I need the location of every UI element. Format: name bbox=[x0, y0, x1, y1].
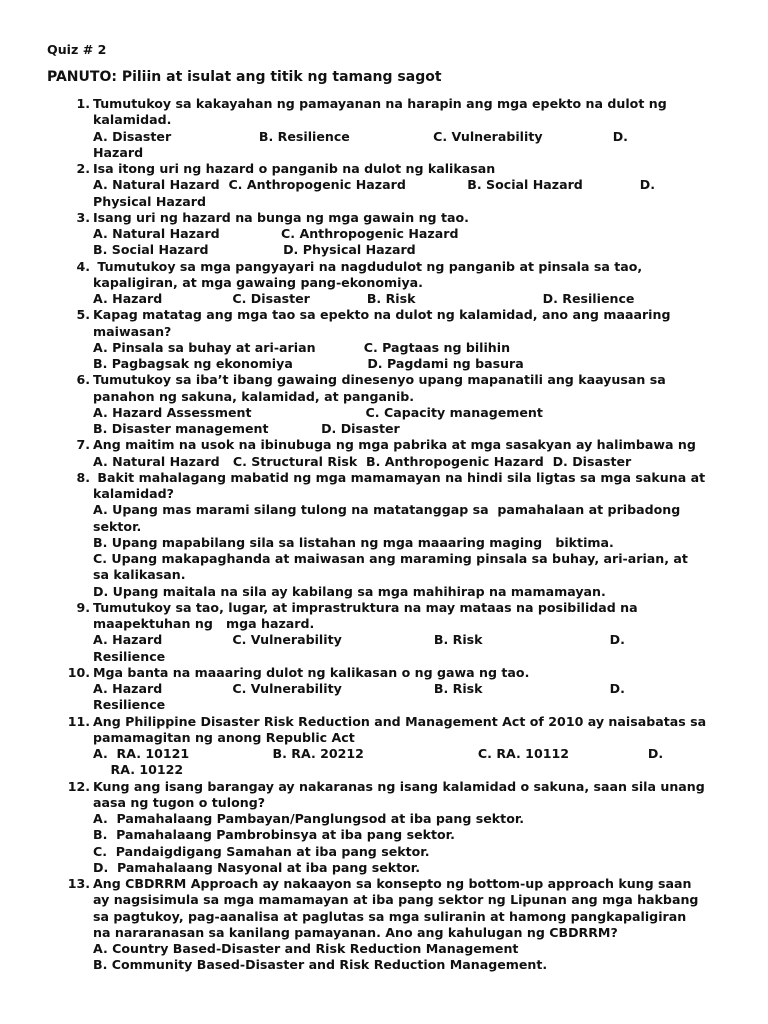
question-number: 1. bbox=[76, 96, 90, 111]
question-number: 2. bbox=[76, 161, 90, 176]
question-line: Resilience bbox=[93, 697, 166, 712]
question-line: A. Natural Hazard C. Anthropogenic Hazard B. Social Hazard D. bbox=[93, 177, 656, 192]
question-number: 12. bbox=[67, 779, 90, 794]
question-line: D. Pamahalaang Nasyonal at iba pang sektor. bbox=[93, 860, 420, 875]
question-text: Kung ang isang barangay ay nakaranas ng isang kalamidad o sakuna, saan sila unang bbox=[93, 779, 705, 794]
question-text: Mga banta na maaaring dulot ng kalikasan o ng gawa ng tao. bbox=[93, 665, 530, 680]
question-line: sa pagtukoy, pag-aanalisa at paglutas sa mga suliranin at hamong pangkapaligiran bbox=[93, 909, 687, 924]
instruction: PANUTO: Piliin at isulat ang titik ng tamang sagot bbox=[47, 69, 442, 85]
question-line: kalamidad. bbox=[93, 112, 172, 127]
question-number: 5. bbox=[76, 307, 90, 322]
question-number: 13. bbox=[67, 876, 90, 891]
question-line: ay nagsisimula sa mga mamamayan at iba pang sektor ng Lipunan ang mga hakbang bbox=[93, 892, 699, 907]
question-line: Hazard bbox=[93, 145, 144, 160]
question-text: Ang maitim na usok na ibinubuga ng mga pabrika at mga sasakyan ay halimbawa ng bbox=[93, 437, 696, 452]
question-line: maapektuhan ng mga hazard. bbox=[93, 616, 315, 631]
question-line: C. Pandaigdigang Samahan at iba pang sektor. bbox=[93, 844, 430, 859]
question-text: Ang CBDRRM Approach ay nakaayon sa konsepto ng bottom-up approach kung saan bbox=[93, 876, 692, 891]
question-line: B. Social Hazard D. Physical Hazard bbox=[93, 242, 416, 257]
question-line: A. Hazard C. Vulnerability B. Risk D. bbox=[93, 681, 625, 696]
question-line: Physical Hazard bbox=[93, 194, 206, 209]
question-line: sektor. bbox=[93, 519, 142, 534]
question-line: A. RA. 10121 B. RA. 20212 C. RA. 10112 D. bbox=[93, 746, 664, 761]
question-number: 8. bbox=[76, 470, 90, 485]
question-text: Tumutukoy sa tao, lugar, at imprastruktura na may mataas na posibilidad na bbox=[93, 600, 638, 615]
question-line: kalamidad? bbox=[93, 486, 174, 501]
question-line: kapaligiran, at mga gawaing pang-ekonomiya. bbox=[93, 275, 423, 290]
question-line: aasa ng tugon o tulong? bbox=[93, 795, 266, 810]
question-line: B. Pagbagsak ng ekonomiya D. Pagdami ng basura bbox=[93, 356, 524, 371]
question-text: Ang Philippine Disaster Risk Reduction and Management Act of 2010 ay naisabatas sa bbox=[93, 714, 707, 729]
question-text: Isang uri ng hazard na bunga ng mga gawain ng tao. bbox=[93, 210, 469, 225]
question-line: C. Upang makapaghanda at maiwasan ang maraming pinsala sa buhay, ari-arian, at bbox=[93, 551, 688, 566]
question-number: 3. bbox=[76, 210, 90, 225]
question-line: B. Disaster management D. Disaster bbox=[93, 421, 400, 436]
question-text: Kapag matatag ang mga tao sa epekto na dulot ng kalamidad, ano ang maaaring bbox=[93, 307, 671, 322]
question-line: A. Hazard C. Vulnerability B. Risk D. bbox=[93, 632, 625, 647]
question-line: A. Hazard Assessment C. Capacity management bbox=[93, 405, 543, 420]
question-line: na nararanasan sa kanilang pamayanan. Ano ang kahulugan ng CBDRRM? bbox=[93, 925, 618, 940]
question-number: 7. bbox=[76, 437, 90, 452]
question-line: A. Natural Hazard C. Structural Risk B. Anthropogenic Hazard D. Disaster bbox=[93, 454, 632, 469]
question-line: B. Community Based-Disaster and Risk Reduction Management. bbox=[93, 957, 548, 972]
question-line: A. Upang mas marami silang tulong na matatanggap sa pamahalaan at pribadong bbox=[93, 502, 681, 517]
question-text: Bakit mahalagang mabatid ng mga mamamayan na hindi sila ligtas sa mga sakuna at bbox=[93, 470, 706, 485]
question-line: A. Disaster B. Resilience C. Vulnerability D. bbox=[93, 129, 628, 144]
question-line: RA. 10122 bbox=[93, 762, 184, 777]
question-line: A. Country Based-Disaster and Risk Reduction Management bbox=[93, 941, 519, 956]
question-line: panahon ng sakuna, kalamidad, at panganib. bbox=[93, 389, 415, 404]
question-text: Tumutukoy sa mga pangyayari na nagdudulot ng panganib at pinsala sa tao, bbox=[93, 259, 643, 274]
question-number: 10. bbox=[67, 665, 90, 680]
question-number: 6. bbox=[76, 372, 90, 387]
question-number: 11. bbox=[67, 714, 90, 729]
question-line: A. Hazard C. Disaster B. Risk D. Resilience bbox=[93, 291, 635, 306]
question-number: 4. bbox=[76, 259, 90, 274]
question-line: D. Upang maitala na sila ay kabilang sa mga mahihirap na mamamayan. bbox=[93, 584, 606, 599]
question-number: 9. bbox=[76, 600, 90, 615]
question-line: sa kalikasan. bbox=[93, 567, 186, 582]
question-line: A. Pinsala sa buhay at ari-arian C. Pagtaas ng bilihin bbox=[93, 340, 511, 355]
question-line: B. Pamahalaang Pambrobinsya at iba pang sektor. bbox=[93, 827, 455, 842]
question-line: A. Natural Hazard C. Anthropogenic Hazard bbox=[93, 226, 459, 241]
question-text: Tumutukoy sa iba’t ibang gawaing dinesenyo upang mapanatili ang kaayusan sa bbox=[93, 372, 666, 387]
question-line: maiwasan? bbox=[93, 324, 172, 339]
question-line: pamamagitan ng anong Republic Act bbox=[93, 730, 355, 745]
question-text: Tumutukoy sa kakayahan ng pamayanan na harapin ang mga epekto na dulot ng bbox=[93, 96, 667, 111]
question-line: A. Pamahalaang Pambayan/Panglungsod at iba pang sektor. bbox=[93, 811, 525, 826]
question-line: B. Upang mapabilang sila sa listahan ng mga maaaring maging biktima. bbox=[93, 535, 614, 550]
question-line: Resilience bbox=[93, 649, 166, 664]
question-text: Isa itong uri ng hazard o panganib na dulot ng kalikasan bbox=[93, 161, 496, 176]
quiz-title: Quiz # 2 bbox=[47, 42, 107, 57]
